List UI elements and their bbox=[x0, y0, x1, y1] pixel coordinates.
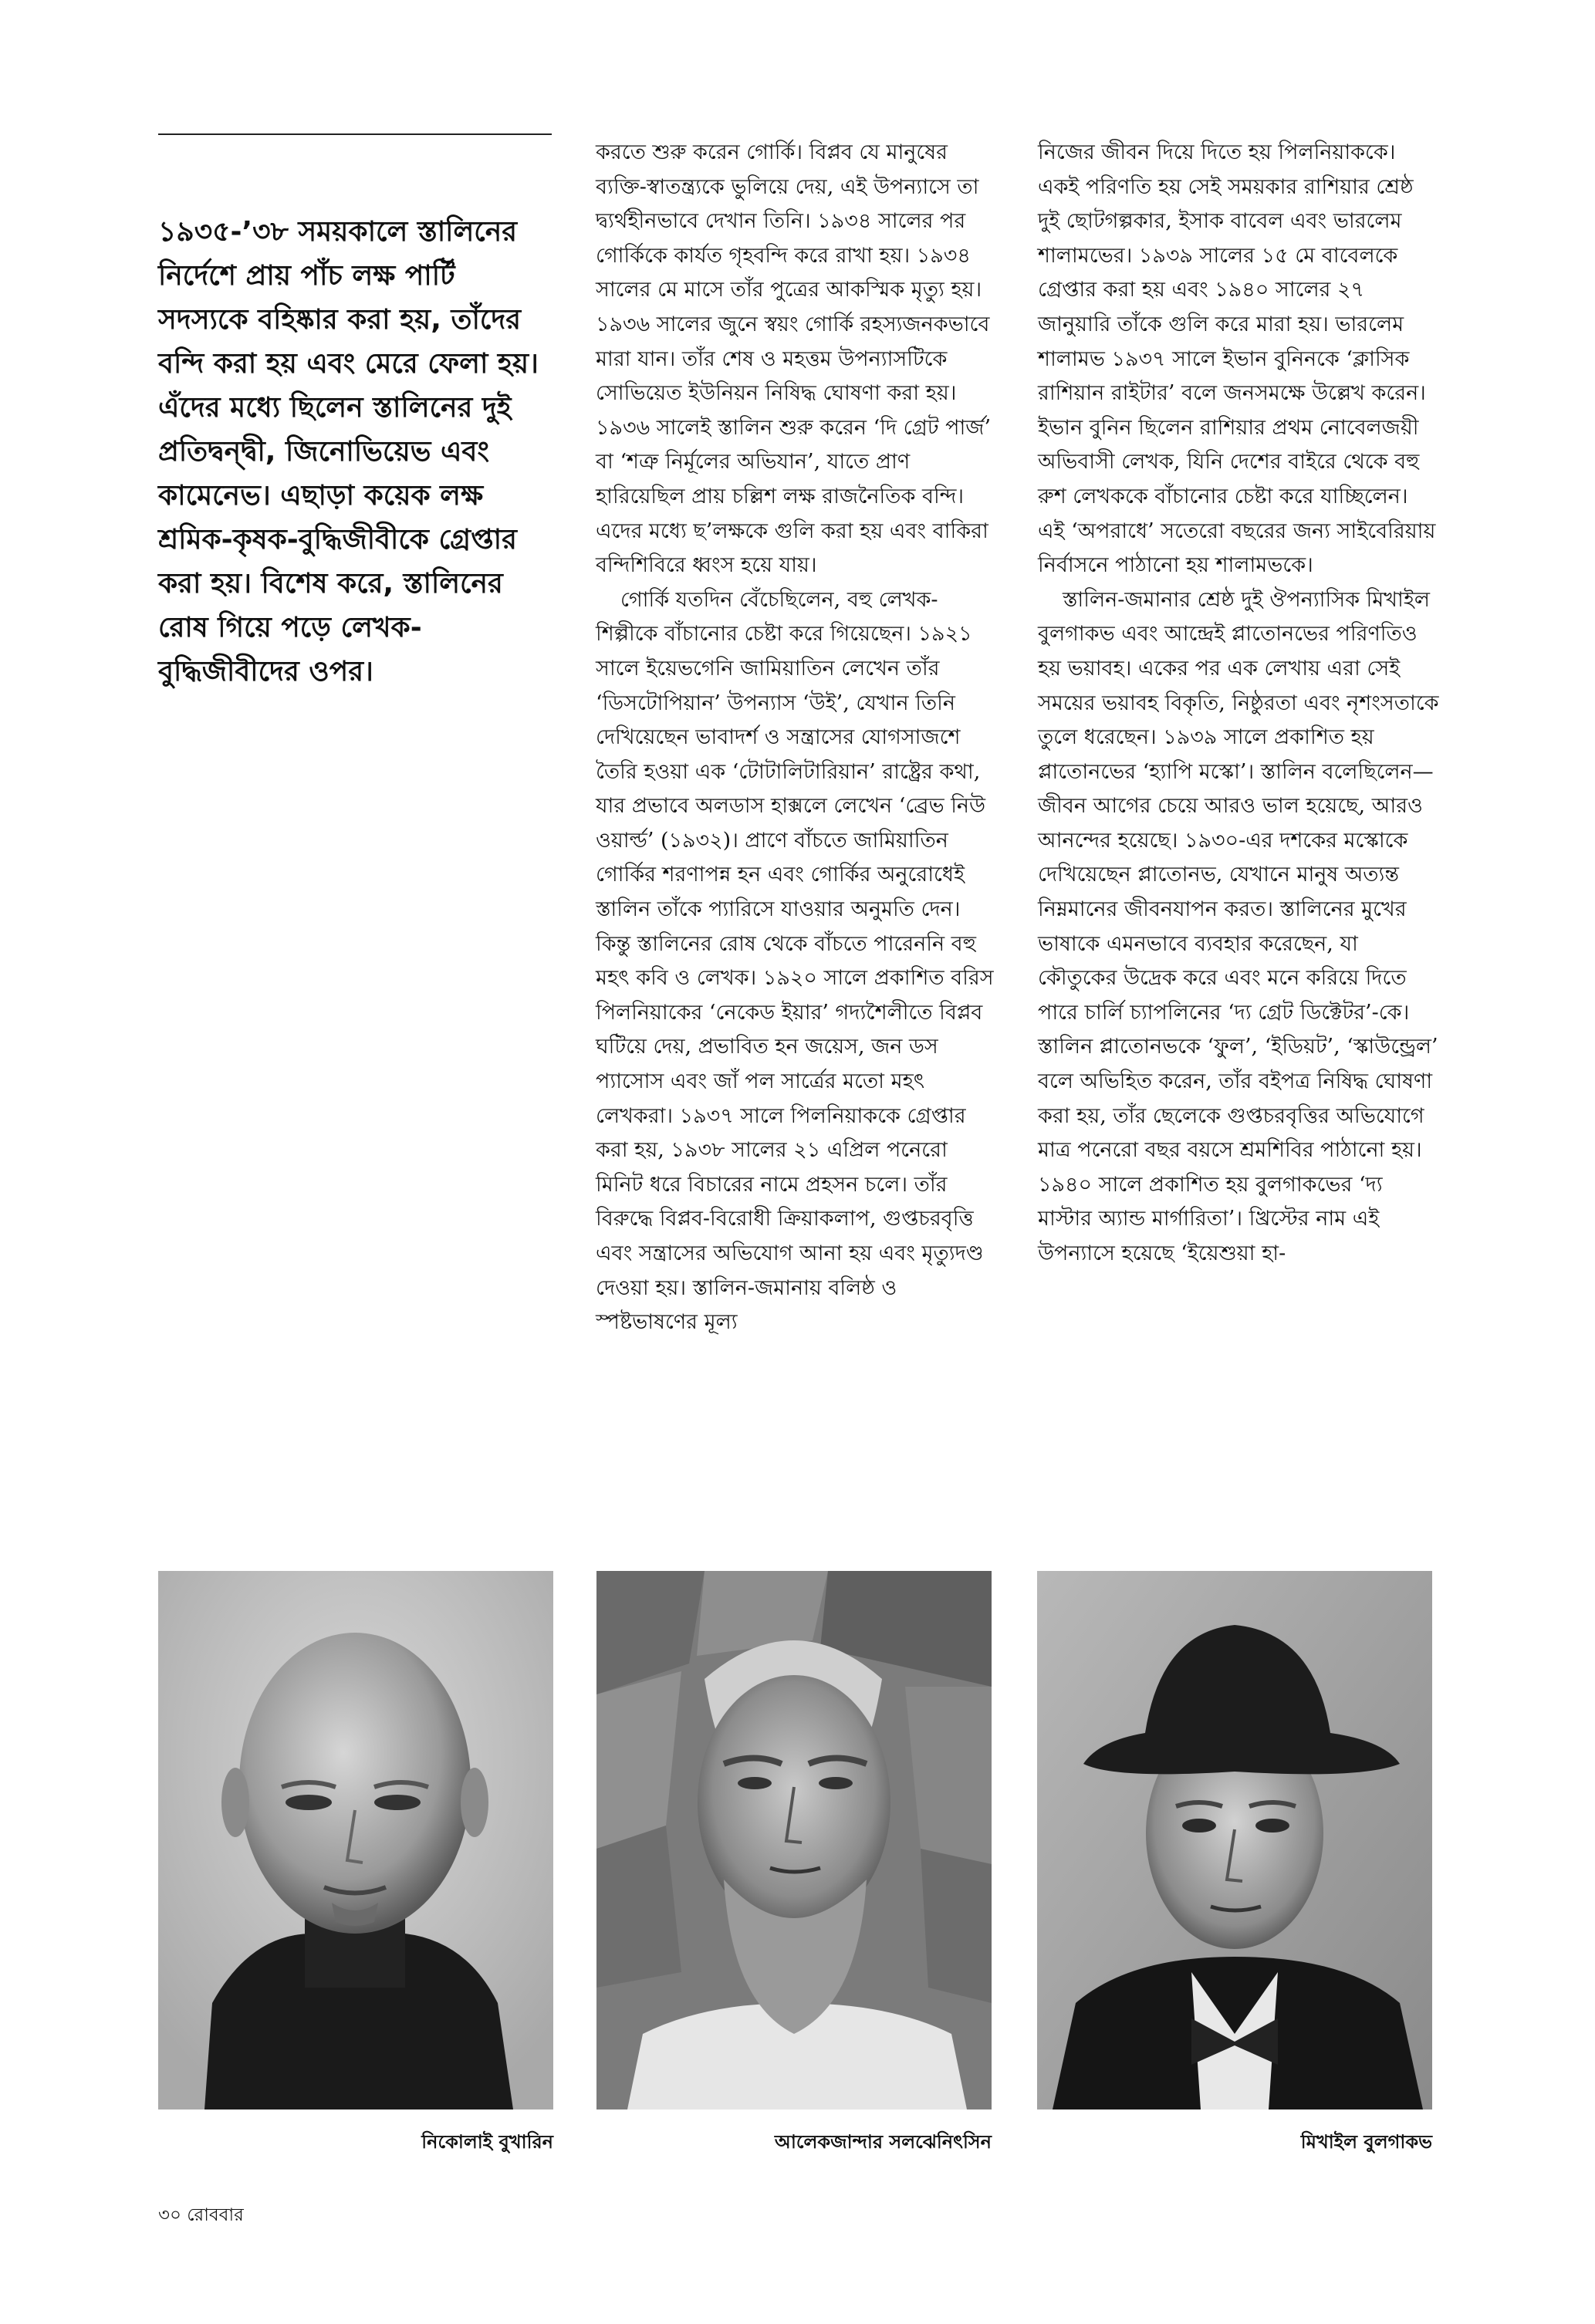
page-footer: ৩০ রোববার bbox=[158, 2205, 244, 2225]
article-column-2 bbox=[1038, 136, 1439, 1272]
paragraph: স্তালিন-জমানার শ্রেষ্ঠ দুই ঔপন্যাসিক মিখাইল বুলগাকভ এবং আন্দ্রেই প্লাতোনভের পরিণতিও হয় ভয়াবহ। একের পর এক লেখায় এরা সেই সময়ের ভয়াবহ বিকৃতি, নিষ্ঠুরতা এবং নৃশংসতাকে তুলে ধরেছেন। ১৯৩৯ সালে প্রকাশিত হয় প্লাতোনভের ‘হ্যাপি মস্কো’। স্তালিন বলেছিলেন— জীবন আগের চেয়ে আরও ভাল হয়েছে, আরও আনন্দের হয়েছে। ১৯৩০-এর দশকের মস্কোকে দেখিয়েছেন প্লাতোনভ, যেখানে মানুষ অত্যন্ত নিম্নমানের জীবনযাপন করত। স্তালিনের মুখের ভাষাকে এমনভাবে ব্যবহার করেছেন, যা কৌতুকের উদ্রেক করে এবং মনে করিয়ে দিতে পারে চার্লি চ্যাপলিনের ‘দ্য গ্রেট ডিক্টেটর’-কে। স্তালিন প্লাতোনভকে ‘ফুল’, ‘ইডিয়ট’, ‘স্কাউন্ড্রেল’ বলে অভিহিত করেন, তাঁর বইপত্র নিষিদ্ধ ঘোষণা করা হয়, তাঁর ছেলেকে গুপ্তচরবৃত্তির অভিযোগে মাত্র পনেরো বছর বয়সে শ্রমশিবির পাঠানো হয়। ১৯৪০ সালে প্রকাশিত হয় বুলগাকভের ‘দ্য মাস্টার অ্যান্ড মার্গারিতা’। খ্রিস্টের নাম এই উপন্যাসে হয়েছে ‘ইয়েশুয়া হা- bbox=[1038, 587, 1439, 1265]
pull-quote: ১৯৩৫-’৩৮ সময়কালে স্তালিনের নির্দেশে প্রায় পাঁচ লক্ষ পার্টি সদস্যকে বহিষ্কার করা হয়, তাঁদের বন্দি করা হয় এবং মেরে ফেলা হয়। এঁদের মধ্যে ছিলেন স্তালিনের দুই প্রতিদ্বন্দ্বী, জিনোভিয়েভ এবং কামেনেভ। এছাড়া কয়েক লক্ষ শ্রমিক-কৃষক-বুদ্ধিজীবীকে গ্রেপ্তার করা হয়। বিশেষ করে, স্তালিনের রোষ গিয়ে পড়ে লেখক-বুদ্ধিজীবীদের ওপর। bbox=[158, 216, 539, 687]
paragraph: করতে শুরু করেন গোর্কি। বিপ্লব যে মানুষের ব্যক্তি-স্বাতন্ত্র্যকে ভুলিয়ে দেয়, এই উপন্যাসে তা দ্ব্যর্থহীনভাবে দেখান তিনি। ১৯৩৪ সালের পর গোর্কিকে কার্যত গৃহবন্দি করে রাখা হয়। ১৯৩৪ সালের মে মাসে তাঁর পুত্রের আকস্মিক মৃত্যু হয়। ১৯৩৬ সালের জুনে স্বয়ং গোর্কি রহস্যজনকভাবে মারা যান। তাঁর শেষ ও মহত্তম উপন্যাসটিকে সোভিয়েত ইউনিয়ন নিষিদ্ধ ঘোষণা করা হয়। ১৯৩৬ সালেই স্তালিন শুরু করেন ‘দি গ্রেট পার্জ’ বা ‘শত্রু নির্মূলের অভিযান’, যাতে প্রাণ হারিয়েছিল প্রায় চল্লিশ লক্ষ রাজনৈতিক বন্দি। এদের মধ্যে ছ’লক্ষকে গুলি করা হয় এবং বাকিরা বন্দিশিবিরে ধ্বংস হয়ে যায়। bbox=[596, 140, 992, 578]
portrait-photo-solzhenitsyn bbox=[596, 1571, 992, 2110]
paragraph: গোর্কি যতদিন বেঁচেছিলেন, বহু লেখক-শিল্পীকে বাঁচানোর চেষ্টা করে গিয়েছেন। ১৯২১ সালে ইয়েভগেনি জামিয়াতিন লেখেন তাঁর ‘ডিসটোপিয়ান’ উপন্যাস ‘উই’, যেখান তিনি দেখিয়েছেন ভাবাদর্শ ও সন্ত্রাসের যোগসাজশে তৈরি হওয়া এক ‘টোটালিটারিয়ান’ রাষ্ট্রের কথা, যার প্রভাবে অলডাস হাক্সলে লেখেন ‘ব্রেভ নিউ ওয়ার্ল্ড’ (১৯৩২)। প্রাণে বাঁচতে জামিয়াতিন গোর্কির শরণাপন্ন হন এবং গোর্কির অনুরোধেই স্তালিন তাঁকে প্যারিসে যাওয়ার অনুমতি দেন। কিন্তু স্তালিনের রোষ থেকে বাঁচতে পারেননি বহু মহৎ কবি ও লেখক। ১৯২০ সালে প্রকাশিত বরিস পিলনিয়াকের ‘নেকেড ইয়ার’ গদ্যশৈলীতে বিপ্লব ঘটিয়ে দেয়, প্রভাবিত হন জয়েস, জন ডস প্যাসোস এবং জাঁ পল সার্ত্রের মতো মহৎ লেখকরা। ১৯৩৭ সালে পিলনিয়াককে গ্রেপ্তার করা হয়, ১৯৩৮ সালের ২১ এপ্রিল পনেরো মিনিট ধরে বিচারের নামে প্রহসন চলে। তাঁর বিরুদ্ধে বিপ্লব-বিরোধী ক্রিয়াকলাপ, গুপ্তচরবৃত্তি এবং সন্ত্রাসের অভিযোগ আনা হয় এবং মৃত্যুদণ্ড দেওয়া হয়। স্তালিন-জমানায় বলিষ্ঠ ও স্পষ্টভাষণের মূল্য bbox=[596, 587, 994, 1335]
article-column-1 bbox=[596, 136, 997, 1340]
portrait-photo-bukharin bbox=[158, 1571, 553, 2110]
pull-quote-rule bbox=[158, 133, 552, 135]
photo-caption: আলেকজান্দার সলঝেনিৎসিন bbox=[774, 2131, 992, 2153]
photo-caption: নিকোলাই বুখারিন bbox=[421, 2131, 553, 2153]
paragraph: নিজের জীবন দিয়ে দিতে হয় পিলনিয়াককে। একই পরিণতি হয় সেই সময়কার রাশিয়ার শ্রেষ্ঠ দুই ছোটগল্পকার, ইসাক বাবেল এবং ভারলেম শালামভের। ১৯৩৯ সালের ১৫ মে বাবেলকে গ্রেপ্তার করা হয় এবং ১৯৪০ সালের ২৭ জানুয়ারি তাঁকে গুলি করে মারা হয়। ভারলেম শালামভ ১৯৩৭ সালে ইভান বুনিনকে ‘ক্লাসিক রাশিয়ান রাইটার’ বলে জনসমক্ষে উল্লেখ করেন। ইভান বুনিন ছিলেন রাশিয়ার প্রথম নোবেলজয়ী অভিবাসী লেখক, যিনি দেশের বাইরে থেকে বহু রুশ লেখককে বাঁচানোর চেষ্টা করে যাচ্ছিলেন। এই ‘অপরাধে’ সতেরো বছরের জন্য সাইবেরিয়ায় নির্বাসনে পাঠানো হয় শালামভকে। bbox=[1038, 140, 1436, 578]
portrait-photo-bulgakov bbox=[1037, 1571, 1432, 2110]
photo-caption: মিখাইল বুলগাকভ bbox=[1300, 2131, 1432, 2153]
